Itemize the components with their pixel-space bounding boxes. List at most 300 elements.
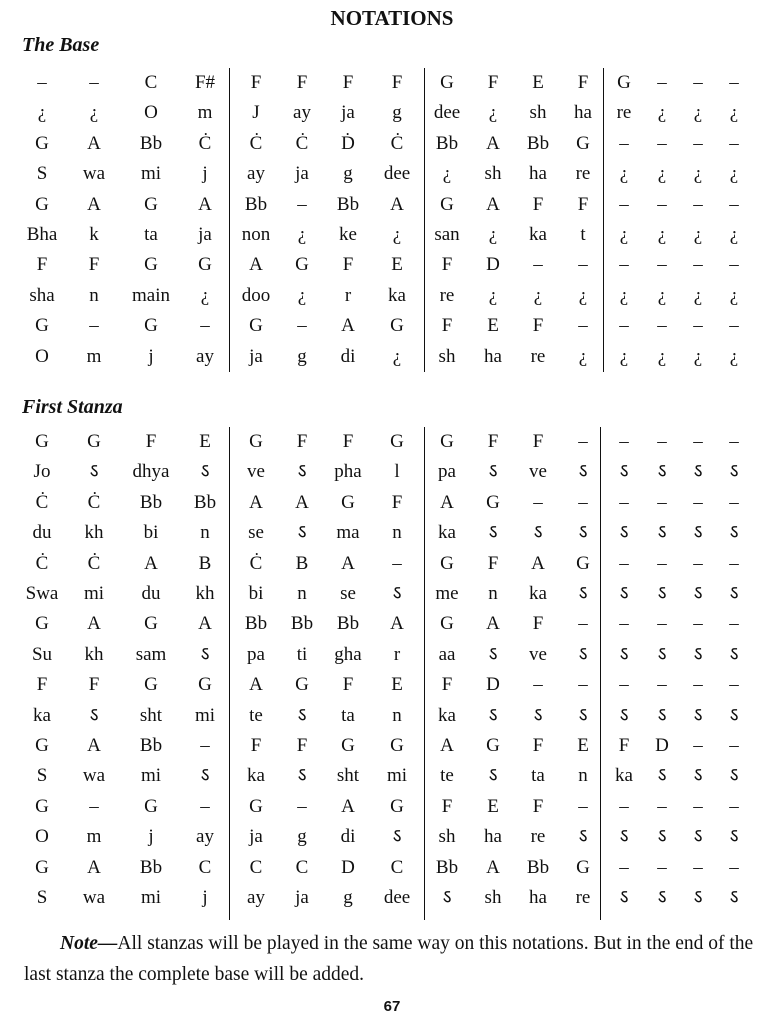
notation-cell: ऽ	[578, 461, 588, 483]
stanza-row	[0, 488, 784, 518]
notation-cell: ma	[336, 522, 360, 544]
notation-cell: ta	[144, 224, 158, 245]
notation-cell: kh	[84, 643, 104, 665]
notation-cell: F	[441, 315, 453, 337]
notation-cell: F	[577, 72, 589, 93]
notation-cell: F	[342, 254, 354, 276]
notation-cell: j	[148, 345, 154, 367]
notation-cell: G	[249, 795, 263, 817]
notation-cell: ¿	[392, 224, 402, 245]
notation-cell: G	[440, 431, 454, 452]
notation-cell: mi	[140, 887, 162, 908]
notation-cell: G	[440, 193, 454, 215]
notation-cell: –	[657, 431, 667, 452]
notation-cell: Ċ	[249, 552, 263, 574]
notation-cell: G	[390, 735, 404, 756]
notation-cell: ve	[529, 643, 547, 665]
measure-divider	[229, 427, 230, 920]
notation-cell: ¿	[578, 284, 588, 306]
notation-cell: B	[198, 552, 212, 574]
notation-cell: A	[531, 552, 545, 574]
notation-cell: l	[394, 461, 400, 483]
notation-cell: g	[297, 826, 307, 848]
notation-cell: S	[36, 887, 48, 908]
notation-cell: ta	[531, 765, 545, 787]
notation-cell: sh	[484, 163, 502, 185]
notation-cell: G	[486, 735, 500, 756]
notation-cell: m	[197, 102, 213, 124]
notation-cell: F	[250, 735, 262, 756]
notation-cell: me	[435, 583, 459, 604]
notation-cell: pha	[334, 461, 362, 483]
notation-cell: dee	[383, 887, 411, 908]
notation-cell: Bb	[435, 132, 459, 154]
notation-cell: ¿	[729, 102, 739, 124]
notation-cell: ऽ	[619, 583, 629, 604]
notation-cell: –	[657, 491, 667, 513]
notation-cell: mi	[140, 163, 162, 185]
measure-divider	[424, 427, 425, 920]
notation-cell: ऽ	[488, 461, 498, 483]
notation-cell: se	[340, 583, 356, 604]
notation-cell: ¿	[729, 345, 739, 367]
notation-cell: Ḋ	[341, 132, 355, 154]
notation-cell: G	[35, 735, 49, 756]
notation-cell: F	[532, 431, 544, 452]
notation-cell: ¿	[657, 163, 667, 185]
stanza-row	[0, 518, 784, 548]
notation-cell: ja	[249, 345, 263, 367]
notation-cell: Bb	[139, 491, 163, 513]
notation-cell: –	[693, 552, 703, 574]
notation-cell: D	[486, 674, 500, 696]
notation-cell: sh	[438, 345, 456, 367]
notation-cell: ऽ	[619, 522, 629, 544]
notation-cell: S	[36, 765, 48, 787]
notation-cell: doo	[241, 284, 271, 306]
notation-cell: ऽ	[488, 704, 498, 726]
notation-cell: ka	[529, 224, 547, 245]
notation-cell: A	[144, 552, 158, 574]
notation-cell: m	[86, 826, 102, 848]
notation-cell: A	[390, 193, 404, 215]
notation-cell: mi	[386, 765, 408, 787]
notation-cell: ¿	[392, 345, 402, 367]
notation-cell: ऽ	[693, 583, 703, 604]
notation-cell: A	[440, 735, 454, 756]
notation-cell: ऽ	[297, 765, 307, 787]
notation-cell: ऽ	[392, 826, 402, 848]
notation-cell: F	[391, 72, 403, 93]
note-text: All stanzas will be played in the same way on this notations. But in the end of the last stanza the complete base will be added.	[24, 933, 754, 985]
notation-cell: ऽ	[488, 765, 498, 787]
notation-cell: ka	[438, 704, 456, 726]
notation-cell: –	[37, 72, 47, 93]
notation-cell: F	[88, 674, 100, 696]
notation-cell: ऽ	[200, 765, 210, 787]
notation-cell: F	[36, 254, 48, 276]
notation-cell: O	[144, 102, 158, 124]
notation-cell: –	[578, 674, 588, 696]
notation-cell: r	[393, 643, 401, 665]
notation-cell: G	[440, 552, 454, 574]
notation-cell: ¿	[297, 224, 307, 245]
notation-cell: –	[729, 674, 739, 696]
notation-cell: –	[693, 674, 703, 696]
notation-cell: ऽ	[729, 643, 739, 665]
notation-cell: Bb	[526, 856, 550, 878]
notation-cell: r	[344, 284, 352, 306]
notation-cell: –	[619, 315, 629, 337]
notation-cell: ऽ	[729, 887, 739, 908]
notation-cell: G	[295, 254, 309, 276]
notation-cell: –	[619, 431, 629, 452]
notation-cell: ¿	[619, 284, 629, 306]
notation-cell: ay	[247, 163, 265, 185]
stanza-row	[0, 457, 784, 487]
notation-cell: ay	[196, 826, 214, 848]
notation-cell: F	[342, 431, 354, 452]
notation-cell: ¿	[89, 102, 99, 124]
page-title: NOTATIONS	[330, 6, 454, 30]
notation-cell: –	[657, 132, 667, 154]
notation-cell: Bb	[435, 856, 459, 878]
notation-cell: G	[440, 613, 454, 635]
notation-cell: ऽ	[619, 643, 629, 665]
notation-cell: C	[390, 856, 404, 878]
notation-cell: –	[657, 613, 667, 635]
notation-cell: ऽ	[693, 522, 703, 544]
notation-cell: G	[35, 193, 49, 215]
notation-cell: ¿	[533, 284, 543, 306]
notation-cell: ja	[249, 826, 263, 848]
notation-cell: A	[249, 491, 263, 513]
notation-cell: wa	[82, 887, 106, 908]
notation-cell: n	[488, 583, 498, 604]
notation-cell: ऽ	[297, 522, 307, 544]
notation-cell: G	[249, 431, 263, 452]
notation-cell: ऽ	[693, 704, 703, 726]
notation-cell: G	[390, 315, 404, 337]
notation-cell: ja	[295, 163, 309, 185]
notation-cell: –	[693, 72, 703, 93]
notation-cell: G	[198, 674, 212, 696]
notation-cell: A	[198, 193, 212, 215]
notation-cell: g	[343, 163, 353, 185]
notation-cell: Ċ	[198, 132, 212, 154]
notation-cell: ¿	[729, 224, 739, 245]
notation-cell: F	[391, 491, 403, 513]
notation-cell: A	[486, 132, 500, 154]
notation-cell: Bha	[26, 224, 58, 245]
notation-cell: G	[35, 613, 49, 635]
notation-cell: ऽ	[657, 704, 667, 726]
notation-cell: A	[440, 491, 454, 513]
notation-cell: G	[576, 856, 590, 878]
notation-cell: F	[441, 254, 453, 276]
notation-cell: n	[392, 522, 402, 544]
page-number: 67	[383, 998, 401, 1015]
notation-cell: ¿	[693, 163, 703, 185]
notation-cell: san	[434, 224, 460, 245]
notation-cell: Bb	[139, 735, 163, 756]
notation-cell: ti	[296, 643, 308, 665]
notation-cell: aa	[438, 643, 456, 665]
stanza-row	[0, 822, 784, 852]
notation-cell: A	[341, 315, 355, 337]
notation-cell: gha	[334, 643, 362, 665]
notation-cell: ¿	[693, 102, 703, 124]
stanza-row	[0, 427, 784, 457]
notation-cell: F	[145, 431, 157, 452]
notation-cell: G	[198, 254, 212, 276]
notation-cell: non	[241, 224, 271, 245]
notation-cell: F	[487, 552, 499, 574]
notation-cell: ऽ	[693, 887, 703, 908]
stanza-row	[0, 579, 784, 609]
notation-cell: Bb	[193, 491, 217, 513]
notation-cell: re	[575, 887, 591, 908]
notation-cell: sha	[29, 284, 55, 306]
notation-cell: –	[200, 735, 210, 756]
notation-cell: –	[729, 795, 739, 817]
notation-cell: te	[440, 765, 454, 787]
notation-cell: A	[87, 132, 101, 154]
notation-cell: re	[616, 102, 632, 124]
notation-cell: G	[144, 315, 158, 337]
notation-cell: ka	[615, 765, 633, 787]
notation-cell: ऽ	[657, 826, 667, 848]
notation-cell: re	[575, 163, 591, 185]
notation-cell: F	[577, 193, 589, 215]
notation-cell: ऽ	[657, 765, 667, 787]
notation-cell: ¿	[729, 284, 739, 306]
notation-cell: ta	[341, 704, 355, 726]
notation-cell: ऽ	[729, 704, 739, 726]
notation-cell: A	[486, 193, 500, 215]
notation-cell: G	[35, 856, 49, 878]
notation-cell: –	[729, 856, 739, 878]
notation-cell: –	[693, 132, 703, 154]
notation-cell: ऽ	[89, 704, 99, 726]
notation-cell: ऽ	[619, 887, 629, 908]
notation-cell: –	[200, 795, 210, 817]
notation-cell: A	[87, 613, 101, 635]
notation-cell: G	[35, 795, 49, 817]
notation-cell: ऽ	[200, 461, 210, 483]
notation-cell: ka	[388, 284, 406, 306]
notation-cell: ke	[339, 224, 357, 245]
notation-cell: A	[87, 193, 101, 215]
notation-cell: F	[296, 72, 308, 93]
notation-cell: –	[297, 795, 307, 817]
notation-cell: Ċ	[295, 132, 309, 154]
notation-cell: –	[297, 315, 307, 337]
notation-cell: ¿	[488, 224, 498, 245]
notation-cell: ऽ	[392, 583, 402, 604]
notation-cell: ऽ	[729, 765, 739, 787]
notation-cell: ऽ	[693, 826, 703, 848]
notation-cell: F	[618, 735, 630, 756]
notation-cell: sh	[438, 826, 456, 848]
notation-cell: F	[532, 735, 544, 756]
notation-cell: G	[390, 795, 404, 817]
notation-cell: dee	[383, 163, 411, 185]
notation-cell: O	[35, 826, 49, 848]
notation-cell: –	[729, 72, 739, 93]
notation-cell: ve	[529, 461, 547, 483]
notation-cell: E	[487, 315, 499, 337]
notation-cell: Su	[31, 643, 53, 665]
notation-cell: –	[693, 795, 703, 817]
notation-cell: ¿	[297, 284, 307, 306]
note-paragraph	[24, 928, 764, 990]
notation-cell: –	[693, 193, 703, 215]
stanza-row	[0, 792, 784, 822]
notation-cell: –	[693, 735, 703, 756]
notation-cell: re	[439, 284, 455, 306]
notation-cell: –	[578, 431, 588, 452]
notation-cell: t	[580, 224, 586, 245]
notation-cell: kh	[195, 583, 215, 604]
notation-cell: G	[35, 132, 49, 154]
notation-cell: Jo	[33, 461, 51, 483]
notation-cell: j	[148, 826, 154, 848]
notation-cell: –	[729, 431, 739, 452]
notation-cell: ऽ	[297, 704, 307, 726]
notation-cell: –	[693, 491, 703, 513]
notation-cell: mi	[83, 583, 105, 604]
notation-cell: –	[533, 254, 543, 276]
notation-cell: C	[144, 72, 158, 93]
notation-cell: G	[576, 132, 590, 154]
notation-cell: –	[657, 254, 667, 276]
notation-cell: ऽ	[619, 704, 629, 726]
notation-cell: ऽ	[657, 522, 667, 544]
notation-cell: F	[342, 674, 354, 696]
notation-cell: G	[144, 674, 158, 696]
notation-cell: kh	[84, 522, 104, 544]
notation-cell: Bb	[526, 132, 550, 154]
notation-cell: ¿	[657, 345, 667, 367]
notation-cell: ¿	[657, 102, 667, 124]
notation-cell: ¿	[488, 102, 498, 124]
notation-cell: ka	[438, 522, 456, 544]
notation-cell: ऽ	[297, 461, 307, 483]
notation-cell: –	[729, 254, 739, 276]
notation-cell: G	[486, 491, 500, 513]
notation-cell: ha	[484, 826, 502, 848]
notation-cell: Bb	[336, 193, 360, 215]
base-section-heading: The Base	[22, 34, 100, 56]
notation-cell: Bb	[244, 613, 268, 635]
notation-cell: n	[297, 583, 307, 604]
notation-cell: ऽ	[578, 522, 588, 544]
notation-cell: F	[88, 254, 100, 276]
notation-cell: ऽ	[488, 522, 498, 544]
notation-cell: Ċ	[35, 491, 49, 513]
notation-cell: Ċ	[249, 132, 263, 154]
stanza-row	[0, 853, 784, 883]
notation-cell: E	[577, 735, 589, 756]
notation-cell: F	[532, 795, 544, 817]
notation-cell: –	[693, 856, 703, 878]
measure-divider	[600, 427, 601, 920]
notation-cell: k	[89, 224, 99, 245]
notation-cell: Swa	[25, 583, 59, 604]
notation-cell: ¿	[657, 224, 667, 245]
notation-cell: –	[533, 674, 543, 696]
notation-cell: F	[441, 795, 453, 817]
notation-cell: n	[89, 284, 99, 306]
notation-cell: mi	[194, 704, 216, 726]
notation-cell: F	[342, 72, 354, 93]
notation-cell: mi	[140, 765, 162, 787]
notation-cell: ¿	[488, 284, 498, 306]
notation-cell: j	[202, 163, 208, 185]
notation-cell: G	[617, 72, 631, 93]
notation-cell: –	[578, 795, 588, 817]
notation-cell: D	[341, 856, 355, 878]
notation-cell: –	[533, 491, 543, 513]
notation-cell: dee	[433, 102, 461, 124]
notation-cell: A	[249, 674, 263, 696]
notation-cell: C	[198, 856, 212, 878]
notation-cell: F	[532, 315, 544, 337]
notation-cell: di	[340, 826, 356, 848]
notation-cell: F	[296, 431, 308, 452]
stanza-row	[0, 761, 784, 791]
notation-cell: O	[35, 345, 49, 367]
notation-cell: ऽ	[578, 704, 588, 726]
notation-cell: G	[144, 193, 158, 215]
notation-cell: ऽ	[619, 461, 629, 483]
notation-cell: –	[578, 613, 588, 635]
notation-cell: sht	[336, 765, 360, 787]
notation-cell: –	[657, 193, 667, 215]
notation-cell: pa	[247, 643, 265, 665]
notation-cell: –	[729, 552, 739, 574]
notation-cell: –	[619, 795, 629, 817]
notation-cell: Bb	[139, 132, 163, 154]
first-stanza-heading: First Stanza	[22, 396, 123, 418]
notation-cell: pa	[438, 461, 456, 483]
notation-cell: G	[341, 491, 355, 513]
notation-cell: –	[693, 613, 703, 635]
notation-cell: G	[249, 315, 263, 337]
notation-cell: re	[530, 826, 546, 848]
notation-cell: A	[341, 795, 355, 817]
notation-cell: ऽ	[729, 522, 739, 544]
notation-cell: –	[619, 193, 629, 215]
notation-cell: sam	[135, 643, 167, 665]
notation-cell: C	[295, 856, 309, 878]
notation-cell: –	[729, 132, 739, 154]
notation-cell: F	[441, 674, 453, 696]
stanza-row	[0, 670, 784, 700]
notation-cell: –	[392, 552, 402, 574]
notation-cell: m	[86, 345, 102, 367]
notation-cell: ऽ	[578, 826, 588, 848]
notation-cell: A	[486, 856, 500, 878]
notation-cell: sht	[139, 704, 163, 726]
notation-cell: ¿	[693, 345, 703, 367]
notation-cell: –	[729, 193, 739, 215]
notation-cell: n	[392, 704, 402, 726]
notation-cell: –	[619, 613, 629, 635]
notation-cell: –	[657, 72, 667, 93]
notation-cell: G	[87, 431, 101, 452]
